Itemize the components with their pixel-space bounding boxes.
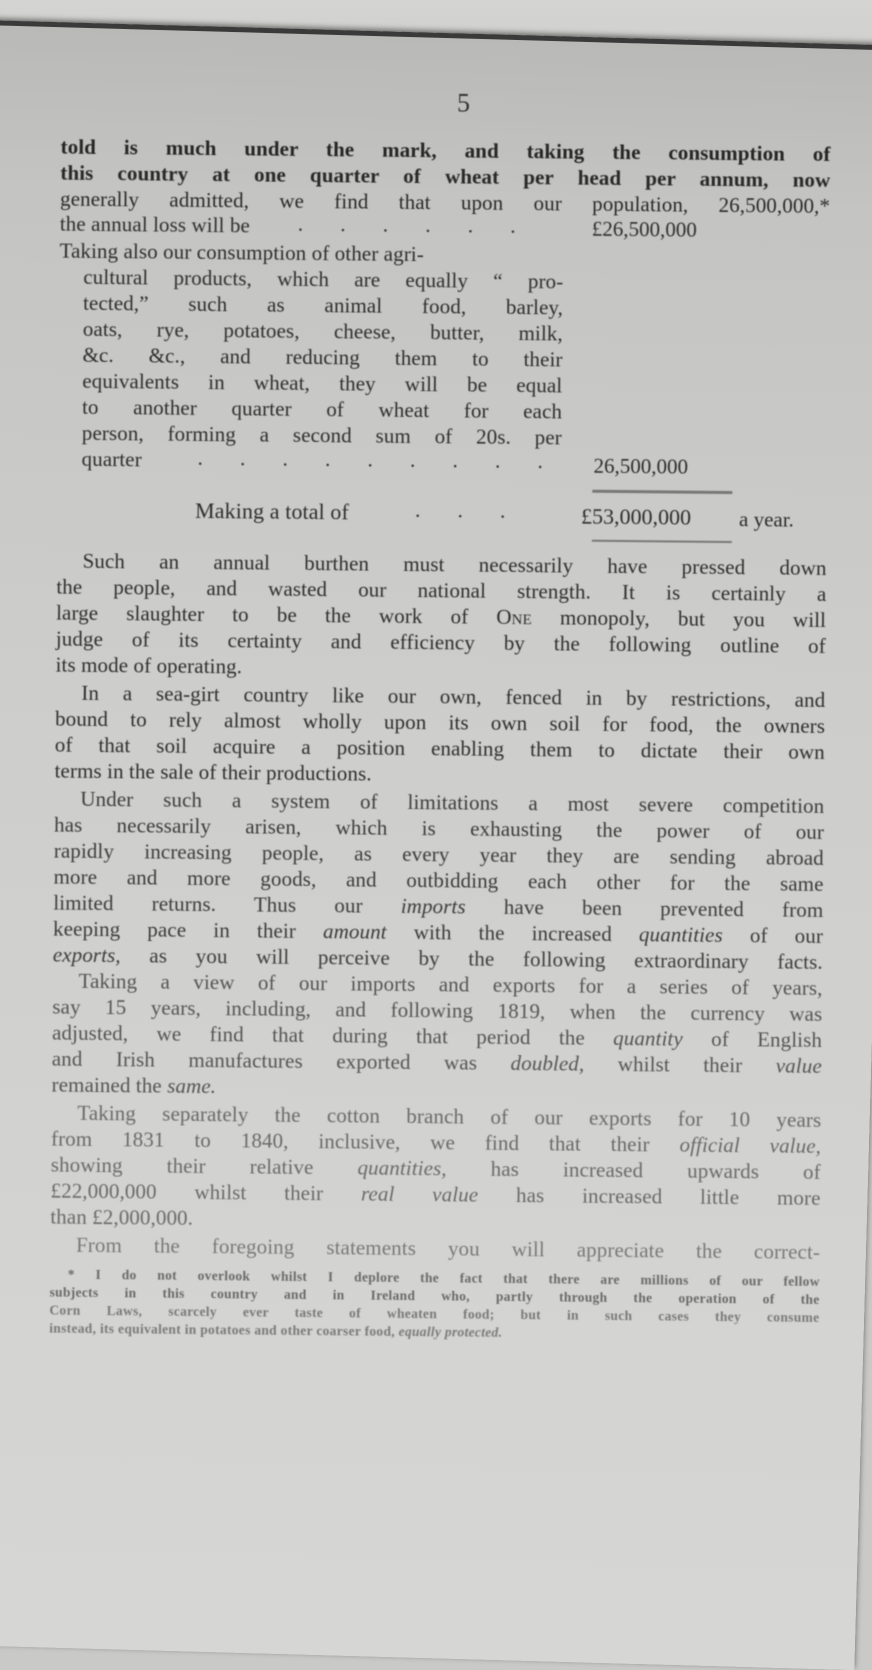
leader-dots: . . . . . . . . .: [197, 445, 559, 474]
total-label: Making a total of: [194, 497, 350, 525]
text-line: In a sea-girt country like our own, fenced in by restrictions, and: [81, 680, 826, 712]
text-line: £22,000,000 whilst their real value has increased little more: [50, 1178, 821, 1210]
page-number: 5: [456, 88, 471, 118]
text-line: showing their relative quantities, has increased upwards of: [50, 1152, 821, 1184]
text-line: judge of its certainty and efficiency by the following outline of: [55, 626, 826, 658]
text-line: Taking also our consumption of other agri-: [59, 238, 425, 267]
text-line: its mode of operating.: [55, 652, 243, 679]
text-line: has necessarily arisen, which is exhausting the power of our: [53, 812, 825, 844]
text-line: terms in the sale of their productions.: [54, 758, 372, 786]
text-line: of that soil acquire a position enabling them to dictate their own: [54, 732, 825, 764]
text-line: cultural products, which are equally “ pro-: [83, 264, 564, 294]
text-line: this country at one quarter of wheat per head per annum, now: [60, 160, 831, 192]
text-line: Taking separately the cotton branch of our exports for 10 years: [77, 1100, 822, 1132]
quarter-label: quarter: [81, 446, 142, 472]
total-rule: [592, 540, 732, 543]
total-suffix: a year.: [738, 507, 794, 532]
footnote-line: Corn Laws, scarcely ever taste of wheaten food; but in such cases they consume: [49, 1302, 820, 1325]
text-line: person, forming a second sum of 20s. per: [81, 420, 562, 450]
text-line: say 15 years, including, and following 1819, when the currency was: [52, 994, 823, 1026]
quarter-amount: 26,500,000: [593, 453, 689, 479]
leader-dots: . . . . . .: [297, 211, 532, 239]
text-line: to another quarter of wheat for each: [81, 394, 563, 424]
annual-loss-amount: £26,500,000: [591, 216, 697, 242]
text-line: equivalents in wheat, they will be equal: [82, 368, 563, 398]
text-line: limited returns. Thus our imports have been prevented from: [53, 890, 824, 922]
text-line: Taking a view of our imports and exports for a series of years,: [78, 968, 823, 1000]
text-line: large slaughter to be the work of One monopoly, but you will: [56, 600, 827, 632]
text-line: &c. &c., and reducing them to their: [82, 342, 563, 372]
annual-loss-label: the annual loss will be: [59, 211, 251, 238]
sum-rule: [592, 490, 732, 494]
text-line: Such an annual burthen must necessarily have pressed down: [82, 548, 827, 580]
text-line: than £2,000,000.: [50, 1204, 194, 1230]
footnote-line: subjects in this country and in Ireland who, partly through the operation of the: [49, 1284, 820, 1307]
emphasis-small-caps: One: [496, 604, 532, 630]
text-line: more and more goods, and outbidding each other for the same: [53, 864, 824, 896]
text-line: Under such a system of limitations a most severe competition: [80, 786, 825, 818]
text-line: bound to rely almost wholly upon its own soil for food, the owners: [54, 706, 826, 738]
text-line: generally admitted, we find that upon our population, 26,500,000,*: [59, 186, 831, 218]
footnote-line: * I do not overlook whilst I deplore the fact that there are millions of our fellow: [67, 1266, 820, 1289]
text-line: from 1831 to 1840, inclusive, we find that their official value,: [50, 1126, 822, 1158]
text-line: rapidly increasing people, as every year they are sending abroad: [53, 838, 824, 870]
text-line: keeping pace in their amount with the increased quantities of our: [52, 916, 824, 948]
leader-dots: . . .: [415, 498, 522, 524]
footnote-line: instead, its equivalent in potatoes and other coarser food, equally protected.: [49, 1320, 503, 1340]
text-line: exports, as you will perceive by the following extraordinary facts.: [52, 942, 823, 974]
text-line: adjusted, we find that during that period the quantity of English: [51, 1020, 823, 1052]
text-line: From the foregoing statements you will appreciate the correct-: [75, 1232, 821, 1264]
text-line: told is much under the mark, and taking the consumption of: [60, 134, 831, 166]
text-line: tected,” such as animal food, barley,: [82, 290, 564, 320]
text-line: and Irish manufactures exported was doubled, whilst their value: [51, 1046, 822, 1078]
text-line: the people, and wasted our national strength. It is certainly a: [56, 574, 827, 606]
text-line: remained the same.: [51, 1072, 217, 1099]
total-amount: £53,000,000: [580, 503, 692, 530]
text-line: oats, rye, potatoes, cheese, butter, milk,: [82, 316, 563, 346]
